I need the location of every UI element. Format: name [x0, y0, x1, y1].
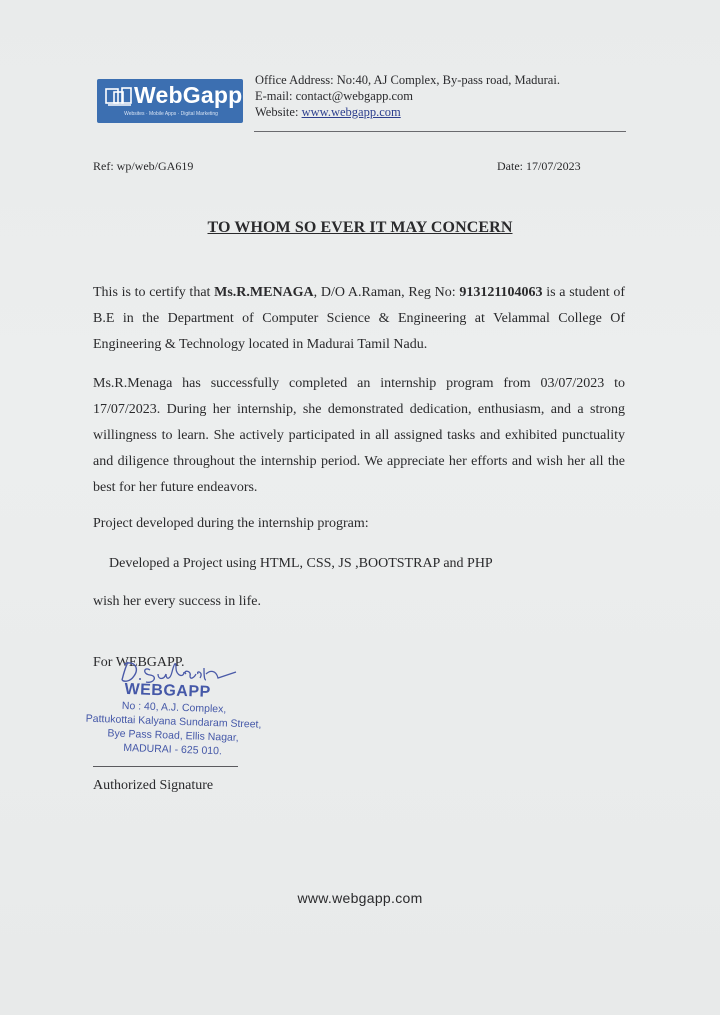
devices-icon	[105, 87, 133, 107]
issue-date: Date: 17/07/2023	[497, 159, 581, 173]
p1-text-3: is a student of B.E in the Department of Computer Science & Engineering at Velammal College Of Engineering & Technology located in Madurai Tamil Nadu.	[93, 285, 625, 352]
stamp-line-2: Pattukottai Kalyana Sundaram Street,	[85, 712, 262, 731]
stamp-name: WEBGAPP	[124, 680, 211, 701]
paragraph-project-detail: Developed a Project using HTML, CSS, JS ,BOOTSTRAP and PHP	[109, 556, 493, 571]
stamp-line-3: Bye Pass Road, Ellis Nagar,	[107, 727, 239, 744]
company-stamp	[67, 679, 279, 760]
paragraph-project-heading: Project developed during the internship program:	[93, 516, 369, 531]
p1-text-2: , D/O A.Raman, Reg No:	[313, 285, 460, 300]
office-website	[255, 104, 560, 120]
logo-tagline: Websites · Mobile Apps · Digital Marketing	[124, 111, 218, 117]
stamp-line-1: No : 40, A.J. Complex,	[121, 699, 227, 716]
website-link[interactable]: www.webgapp.com	[301, 105, 401, 119]
header-divider	[254, 131, 626, 132]
reference-number: Ref: wp/web/GA619	[93, 159, 194, 173]
paragraph-wishes: wish her every success in life.	[93, 594, 261, 609]
paragraph-certification	[93, 280, 625, 358]
office-address: Office Address: No:40, AJ Complex, By-pass road, Madurai.	[255, 73, 560, 87]
footer-website[interactable]: www.webgapp.com	[297, 890, 423, 906]
student-name: Ms.R.MENAGA	[214, 285, 314, 300]
authorized-signature-label: Authorized Signature	[93, 778, 214, 793]
paragraph-internship: Ms.R.Menaga has successfully completed an internship program from 03/07/2023 to 17/07/2023. During her internship, she demonstrated dedication, enthusiasm, and a strong willingness to learn. She actively participated in all assigned tasks and exhibited punctuality and diligence throughout the internship period. We appreciate her efforts and wish her all the best for her future endeavors.	[93, 376, 625, 495]
p1-text-1: This is to certify that	[93, 285, 215, 300]
office-email: E-mail: contact@webgapp.com	[255, 89, 413, 103]
logo-name: WebGapp	[134, 82, 243, 108]
webgapp-logo	[97, 79, 243, 123]
stamp-line-4: MADURAI - 625 010.	[123, 741, 223, 758]
signature-line	[93, 766, 238, 767]
for-company-line: For WEBGAPP.	[93, 655, 185, 670]
website-label: Website:	[255, 105, 302, 119]
document-title: TO WHOM SO EVER IT MAY CONCERN	[207, 219, 513, 236]
registration-number: 913121104063	[459, 285, 543, 300]
office-contact-block	[255, 72, 560, 120]
